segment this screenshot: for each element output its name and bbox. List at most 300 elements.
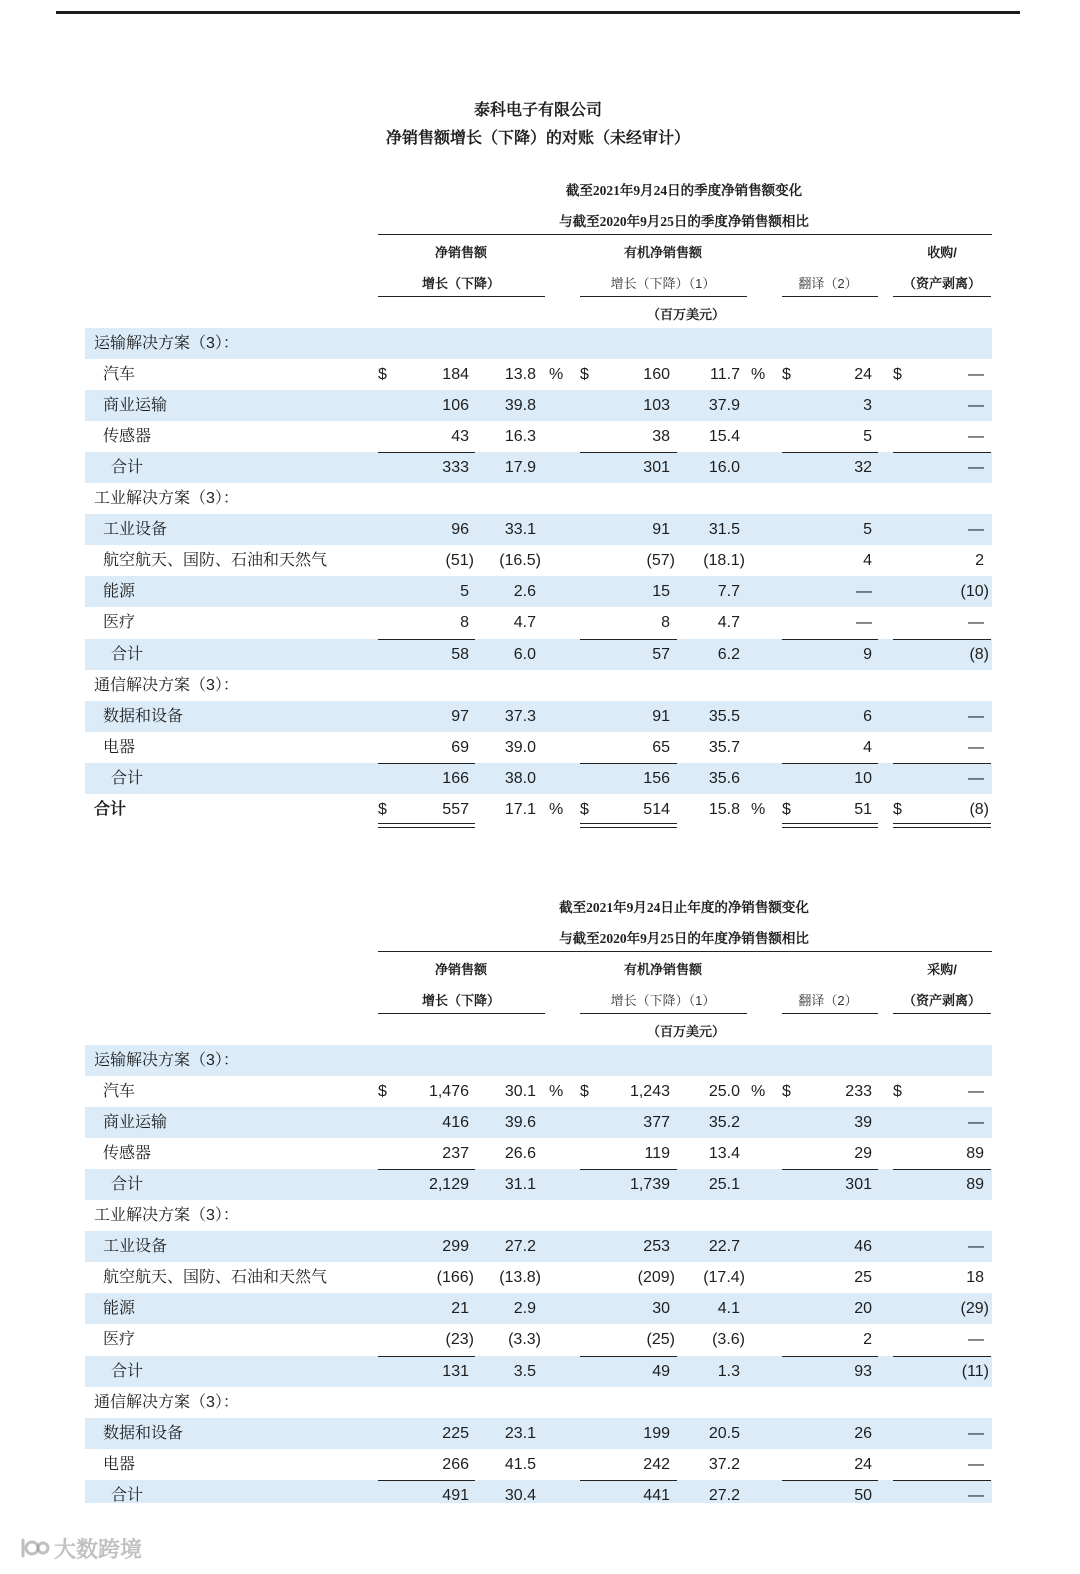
subtotal-rule xyxy=(782,452,878,453)
company-title: 泰科电子有限公司 xyxy=(473,102,602,119)
subtotal-row xyxy=(0,1480,1080,1503)
col-organic-title: 有机净销售额 xyxy=(623,245,702,260)
value-org-pct: 13.4 xyxy=(708,1144,740,1162)
value-net-pct: 17.1 xyxy=(504,801,536,818)
value-acq: — xyxy=(968,458,984,476)
value-net: 8 xyxy=(460,614,469,632)
page-top-rule xyxy=(56,11,1020,14)
value-net-pct: 39.0 xyxy=(504,738,536,756)
value-acq: — xyxy=(968,1238,984,1256)
subtotal-rule xyxy=(378,639,475,640)
row-label: 合计 xyxy=(111,769,144,787)
value-org: 91 xyxy=(652,521,670,539)
row-label: 工业设备 xyxy=(103,1238,168,1256)
row-label: 合计 xyxy=(111,1362,144,1380)
value-org: 160 xyxy=(643,365,670,383)
value-net: (51) xyxy=(445,552,474,570)
value-org-pct: 15.4 xyxy=(708,427,740,445)
col-translation-title: 翻译（2） xyxy=(798,993,858,1008)
value-net: (166) xyxy=(436,1269,474,1287)
value-trans: 24 xyxy=(854,365,872,383)
row-shading xyxy=(85,390,992,421)
percent-symbol: % xyxy=(549,365,564,383)
value-trans: 24 xyxy=(854,1455,872,1473)
value-org: 441 xyxy=(643,1486,670,1503)
segment-heading-row xyxy=(0,328,1080,359)
value-org-pct: 16.0 xyxy=(708,458,740,476)
value-org-pct: (3.6) xyxy=(712,1331,745,1349)
subtotal-rule xyxy=(893,1480,991,1481)
value-net: 131 xyxy=(442,1362,469,1380)
segment-heading-row xyxy=(0,1200,1080,1231)
segment-heading: 工业解决方案（3）： xyxy=(94,1207,239,1224)
value-net: 5 xyxy=(460,583,469,601)
value-net-pct: 30.1 xyxy=(504,1082,536,1100)
column-header-underline xyxy=(893,1013,991,1014)
value-org-pct: 35.2 xyxy=(708,1113,740,1131)
value-org: (209) xyxy=(637,1269,675,1287)
value-acq: 2 xyxy=(975,552,984,570)
subtotal-rule xyxy=(893,639,991,640)
value-org-pct: 35.5 xyxy=(708,707,740,725)
value-acq: — xyxy=(968,707,984,725)
value-net: 58 xyxy=(451,645,469,663)
value-trans: 2 xyxy=(863,1331,872,1349)
value-net: 96 xyxy=(451,521,469,539)
segment-heading: 运输解决方案（3）： xyxy=(94,334,239,352)
value-net-pct: 31.1 xyxy=(504,1175,536,1193)
value-net: 184 xyxy=(442,365,469,383)
value-net-pct: 6.0 xyxy=(513,645,536,663)
value-trans: 6 xyxy=(863,707,872,725)
subtotal-rule xyxy=(893,763,991,764)
subtotal-rule xyxy=(580,452,677,453)
subtotal-rule xyxy=(378,1356,475,1357)
percent-symbol: % xyxy=(751,1082,766,1100)
col-net-sales-subtitle: 增长（下降） xyxy=(421,276,500,291)
value-net-pct: 2.9 xyxy=(513,1300,536,1318)
row-label: 能源 xyxy=(103,1300,136,1318)
value-net: 97 xyxy=(451,707,469,725)
value-net: 2,129 xyxy=(428,1175,469,1193)
subtotal-rule xyxy=(893,1169,991,1170)
col-acquisition-subtitle: （资产剥离） xyxy=(902,993,981,1008)
value-org-pct: 11.7 xyxy=(710,365,740,383)
value-acq: — xyxy=(968,521,984,539)
value-org: (57) xyxy=(646,552,675,570)
value-org: 514 xyxy=(643,801,670,818)
quarterly-reconciliation-table xyxy=(0,175,1080,835)
value-trans: 10 xyxy=(854,769,872,787)
value-acq: (29) xyxy=(960,1300,989,1318)
value-net: 166 xyxy=(442,769,469,787)
currency-symbol: $ xyxy=(782,365,791,383)
row-label: 合计 xyxy=(111,458,144,476)
col-net-sales-subtitle: 增长（下降） xyxy=(421,993,500,1008)
currency-symbol: $ xyxy=(893,365,902,383)
total-double-rule xyxy=(580,823,677,824)
row-label: 数据和设备 xyxy=(103,707,184,725)
value-org: 91 xyxy=(652,707,670,725)
value-net-pct: 37.3 xyxy=(504,707,536,725)
row-label: 航空航天、国防、石油和天然气 xyxy=(103,552,328,570)
value-trans: 25 xyxy=(854,1269,872,1287)
value-net-pct: 13.8 xyxy=(504,365,536,383)
value-acq: — xyxy=(968,769,984,787)
value-trans: 29 xyxy=(854,1144,872,1162)
value-acq: — xyxy=(968,1082,984,1100)
value-trans: 51 xyxy=(854,801,872,818)
value-trans: 32 xyxy=(854,458,872,476)
col-organic-subtitle: 增长（下降）（1） xyxy=(610,993,716,1008)
table-row xyxy=(0,607,1080,638)
value-trans: 39 xyxy=(854,1113,872,1131)
segment-heading-row xyxy=(0,483,1080,514)
value-org: 30 xyxy=(652,1300,670,1318)
annual-reconciliation-table xyxy=(0,892,1080,1503)
row-label: 电器 xyxy=(103,1455,136,1473)
grand-total-row xyxy=(0,794,1080,825)
value-org-pct: 35.7 xyxy=(708,738,740,756)
subtotal-rule xyxy=(893,452,991,453)
col-translation-title: 翻译（2） xyxy=(798,276,858,291)
value-acq: (10) xyxy=(960,583,989,601)
value-trans: 4 xyxy=(863,552,872,570)
value-net-pct: 4.7 xyxy=(513,614,536,632)
value-org-pct: 22.7 xyxy=(708,1238,740,1256)
value-org: 1,739 xyxy=(629,1175,670,1193)
row-label: 电器 xyxy=(103,738,136,756)
currency-symbol: $ xyxy=(893,801,902,818)
value-org: (25) xyxy=(646,1331,675,1349)
value-trans: 3 xyxy=(863,396,872,414)
row-label: 合计 xyxy=(111,1175,144,1193)
row-shading xyxy=(85,701,992,732)
subtotal-rule xyxy=(782,639,878,640)
value-net: 237 xyxy=(442,1144,469,1162)
column-header-underline xyxy=(580,296,747,297)
col-acquisition-title: 收购/ xyxy=(927,245,957,260)
value-trans: — xyxy=(856,583,872,601)
column-header-underline xyxy=(378,296,545,297)
total-double-rule xyxy=(378,823,475,824)
value-acq: (11) xyxy=(961,1362,989,1380)
segment-heading-row xyxy=(0,1387,1080,1418)
subtotal-rule xyxy=(378,1480,475,1481)
value-net: 491 xyxy=(442,1486,469,1503)
watermark-logo-icon xyxy=(18,1534,50,1562)
percent-symbol: % xyxy=(751,801,766,818)
subtotal-rule xyxy=(893,1356,991,1357)
row-label: 航空航天、国防、石油和天然气 xyxy=(103,1269,328,1287)
percent-symbol: % xyxy=(549,801,564,818)
currency-symbol: $ xyxy=(782,801,791,818)
table-row xyxy=(0,421,1080,452)
percent-symbol: % xyxy=(751,365,766,383)
row-label: 数据和设备 xyxy=(103,1424,184,1442)
currency-symbol: $ xyxy=(378,1082,387,1100)
subtotal-rule xyxy=(580,1169,677,1170)
value-acq: — xyxy=(968,614,984,632)
table-row xyxy=(0,390,1080,421)
subtotal-rule xyxy=(782,1356,878,1357)
subtotal-rule xyxy=(580,763,677,764)
value-org: 199 xyxy=(643,1424,670,1442)
table-row xyxy=(0,1231,1080,1262)
value-org-pct: 27.2 xyxy=(708,1486,740,1503)
column-header-underline xyxy=(580,1013,747,1014)
value-org-pct: 7.7 xyxy=(717,583,740,601)
table-row xyxy=(0,701,1080,732)
value-net: 21 xyxy=(451,1300,469,1318)
value-net-pct: 2.6 xyxy=(513,583,536,601)
value-net-pct: 39.6 xyxy=(504,1113,536,1131)
row-shading xyxy=(85,639,992,670)
total-double-rule xyxy=(782,823,878,824)
row-label: 商业运输 xyxy=(103,396,168,414)
value-org-pct: (17.4) xyxy=(703,1269,745,1287)
table-row xyxy=(0,732,1080,763)
subtotal-rule xyxy=(782,1169,878,1170)
subtotal-row xyxy=(0,1356,1080,1387)
value-org-pct: 25.0 xyxy=(708,1082,740,1100)
row-label: 传感器 xyxy=(103,1144,152,1162)
currency-symbol: $ xyxy=(580,801,589,818)
column-header-underline xyxy=(782,1013,878,1014)
value-trans: 4 xyxy=(863,738,872,756)
row-label: 合计 xyxy=(94,801,127,818)
value-org-pct: 1.3 xyxy=(717,1362,740,1380)
segment-heading-row xyxy=(0,670,1080,701)
table-row xyxy=(0,359,1080,390)
value-org-pct: 37.9 xyxy=(708,396,740,414)
units-label: （百万美元） xyxy=(646,1024,725,1039)
total-double-rule xyxy=(893,823,991,824)
segment-heading: 通信解决方案（3）： xyxy=(94,676,239,694)
table-row xyxy=(0,1076,1080,1107)
subtotal-row xyxy=(0,639,1080,670)
value-net: (23) xyxy=(445,1331,474,1349)
value-org: 1,243 xyxy=(629,1082,670,1100)
value-org-pct: 4.1 xyxy=(717,1300,740,1318)
value-org: 49 xyxy=(652,1362,670,1380)
value-acq: (8) xyxy=(969,801,989,818)
period-title: 截至2021年9月24日止年度的净销售额变化 xyxy=(559,900,809,915)
value-net-pct: 39.8 xyxy=(504,396,536,414)
col-organic-title: 有机净销售额 xyxy=(623,962,702,977)
value-net: 266 xyxy=(442,1455,469,1473)
value-trans: 26 xyxy=(854,1424,872,1442)
column-header-underline xyxy=(893,296,991,297)
value-org: 301 xyxy=(643,458,670,476)
value-trans: 20 xyxy=(854,1300,872,1318)
row-label: 能源 xyxy=(103,583,136,601)
value-net-pct: (16.5) xyxy=(499,552,541,570)
value-org: 377 xyxy=(643,1113,670,1131)
value-org-pct: 35.6 xyxy=(708,769,740,787)
col-organic-subtitle: 增长（下降）（1） xyxy=(610,276,716,291)
value-acq: — xyxy=(968,1486,984,1503)
value-net: 69 xyxy=(451,738,469,756)
header-rule xyxy=(378,951,992,952)
table-row xyxy=(0,1107,1080,1138)
value-org: 156 xyxy=(643,769,670,787)
value-net-pct: 16.3 xyxy=(504,427,536,445)
row-label: 合计 xyxy=(111,645,144,663)
value-org: 119 xyxy=(644,1144,670,1162)
value-net: 333 xyxy=(442,458,469,476)
comparison-title: 与截至2020年9月25日的季度净销售额相比 xyxy=(559,214,809,229)
watermark-text: 大数跨境 xyxy=(54,1536,143,1562)
subtotal-row xyxy=(0,763,1080,794)
table-row xyxy=(0,1418,1080,1449)
value-trans: 5 xyxy=(863,521,872,539)
table-row xyxy=(0,545,1080,576)
segment-heading: 工业解决方案（3）： xyxy=(94,490,239,507)
value-org: 65 xyxy=(652,738,670,756)
value-acq: — xyxy=(968,1424,984,1442)
value-acq: — xyxy=(968,365,984,383)
value-trans: 233 xyxy=(845,1082,872,1100)
value-org-pct: 25.1 xyxy=(708,1175,740,1193)
value-acq: 89 xyxy=(966,1175,984,1193)
segment-heading: 运输解决方案（3）： xyxy=(94,1051,239,1069)
value-net-pct: 30.4 xyxy=(504,1486,536,1503)
row-label: 医疗 xyxy=(103,614,136,632)
value-net-pct: 38.0 xyxy=(504,769,536,787)
subtotal-rule xyxy=(782,1480,878,1481)
value-net-pct: 26.6 xyxy=(504,1144,536,1162)
subtotal-rule xyxy=(580,1356,677,1357)
row-label: 医疗 xyxy=(103,1331,136,1349)
subtotal-rule xyxy=(782,763,878,764)
table-row xyxy=(0,1262,1080,1293)
column-header-underline xyxy=(782,296,878,297)
subtotal-rule xyxy=(378,763,475,764)
units-label: （百万美元） xyxy=(646,307,725,322)
value-net: 225 xyxy=(442,1424,469,1442)
table-row xyxy=(0,514,1080,545)
total-double-rule xyxy=(893,827,991,828)
percent-symbol: % xyxy=(549,1082,564,1100)
value-trans: 50 xyxy=(854,1486,872,1503)
value-acq: — xyxy=(968,396,984,414)
column-header-underline xyxy=(378,1013,545,1014)
subtotal-rule xyxy=(580,639,677,640)
table-row xyxy=(0,576,1080,607)
value-net-pct: (13.8) xyxy=(499,1269,541,1287)
col-acquisition-title: 采购/ xyxy=(927,962,957,977)
value-org: 103 xyxy=(643,396,670,414)
value-org-pct: 31.5 xyxy=(708,521,740,539)
value-net: 43 xyxy=(451,427,469,445)
value-net: 106 xyxy=(442,396,469,414)
value-org-pct: 4.7 xyxy=(717,614,740,632)
row-label: 工业设备 xyxy=(103,521,168,539)
value-org: 253 xyxy=(643,1238,670,1256)
value-acq: 18 xyxy=(966,1269,984,1287)
value-acq: — xyxy=(968,738,984,756)
row-label: 汽车 xyxy=(103,1082,136,1100)
table-row xyxy=(0,1138,1080,1169)
value-acq: — xyxy=(968,1113,984,1131)
report-subtitle: 净销售额增长（下降）的对账（未经审计） xyxy=(385,130,690,147)
value-org: 242 xyxy=(643,1455,670,1473)
value-net-pct: 33.1 xyxy=(504,521,536,539)
value-net-pct: 27.2 xyxy=(504,1238,536,1256)
value-trans: 93 xyxy=(854,1362,872,1380)
currency-symbol: $ xyxy=(378,365,387,383)
value-net: 1,476 xyxy=(428,1082,469,1100)
subtotal-rule xyxy=(378,1169,475,1170)
value-net: 299 xyxy=(442,1238,469,1256)
value-org-pct: 15.8 xyxy=(708,801,740,818)
value-trans: — xyxy=(856,614,872,632)
subtotal-rule xyxy=(378,452,475,453)
value-net: 416 xyxy=(442,1113,469,1131)
value-net-pct: 41.5 xyxy=(504,1455,536,1473)
value-org: 57 xyxy=(652,645,670,663)
row-label: 传感器 xyxy=(103,427,152,445)
table-row xyxy=(0,1449,1080,1480)
value-acq: (8) xyxy=(969,645,989,663)
subtotal-row xyxy=(0,452,1080,483)
value-net-pct: 17.9 xyxy=(504,458,536,476)
comparison-title: 与截至2020年9月25日的年度净销售额相比 xyxy=(559,931,809,946)
value-org-pct: 20.5 xyxy=(708,1424,740,1442)
currency-symbol: $ xyxy=(580,1082,589,1100)
total-double-rule xyxy=(782,827,878,828)
value-trans: 5 xyxy=(863,427,872,445)
table-row xyxy=(0,1324,1080,1355)
total-double-rule xyxy=(378,827,475,828)
col-acquisition-subtitle: （资产剥离） xyxy=(902,276,981,291)
value-org-pct: 37.2 xyxy=(708,1455,740,1473)
segment-heading: 通信解决方案（3）： xyxy=(94,1393,239,1411)
total-double-rule xyxy=(580,827,677,828)
value-org: 15 xyxy=(652,583,670,601)
col-net-sales-title: 净销售额 xyxy=(434,245,487,260)
segment-heading-row xyxy=(0,1045,1080,1076)
value-acq: — xyxy=(968,1331,984,1349)
currency-symbol: $ xyxy=(782,1082,791,1100)
row-shading xyxy=(85,514,992,545)
value-net-pct: 23.1 xyxy=(504,1424,536,1442)
currency-symbol: $ xyxy=(893,1082,902,1100)
value-org: 38 xyxy=(652,427,670,445)
value-net-pct: 3.5 xyxy=(513,1362,536,1380)
subtotal-rule xyxy=(580,1480,677,1481)
value-acq: — xyxy=(968,427,984,445)
subtotal-row xyxy=(0,1169,1080,1200)
value-org-pct: 6.2 xyxy=(717,645,740,663)
value-acq: — xyxy=(968,1455,984,1473)
row-label: 合计 xyxy=(111,1486,144,1503)
currency-symbol: $ xyxy=(580,365,589,383)
value-org: 8 xyxy=(661,614,670,632)
table-row xyxy=(0,1293,1080,1324)
period-title: 截至2021年9月24日的季度净销售额变化 xyxy=(565,183,803,198)
value-trans: 9 xyxy=(863,645,872,663)
row-label: 商业运输 xyxy=(103,1113,168,1131)
value-net-pct: (3.3) xyxy=(508,1331,541,1349)
header-rule xyxy=(378,234,992,235)
row-label: 汽车 xyxy=(103,365,136,383)
col-net-sales-title: 净销售额 xyxy=(434,962,487,977)
value-trans: 301 xyxy=(845,1175,872,1193)
value-trans: 46 xyxy=(854,1238,872,1256)
value-net: 557 xyxy=(442,801,469,818)
